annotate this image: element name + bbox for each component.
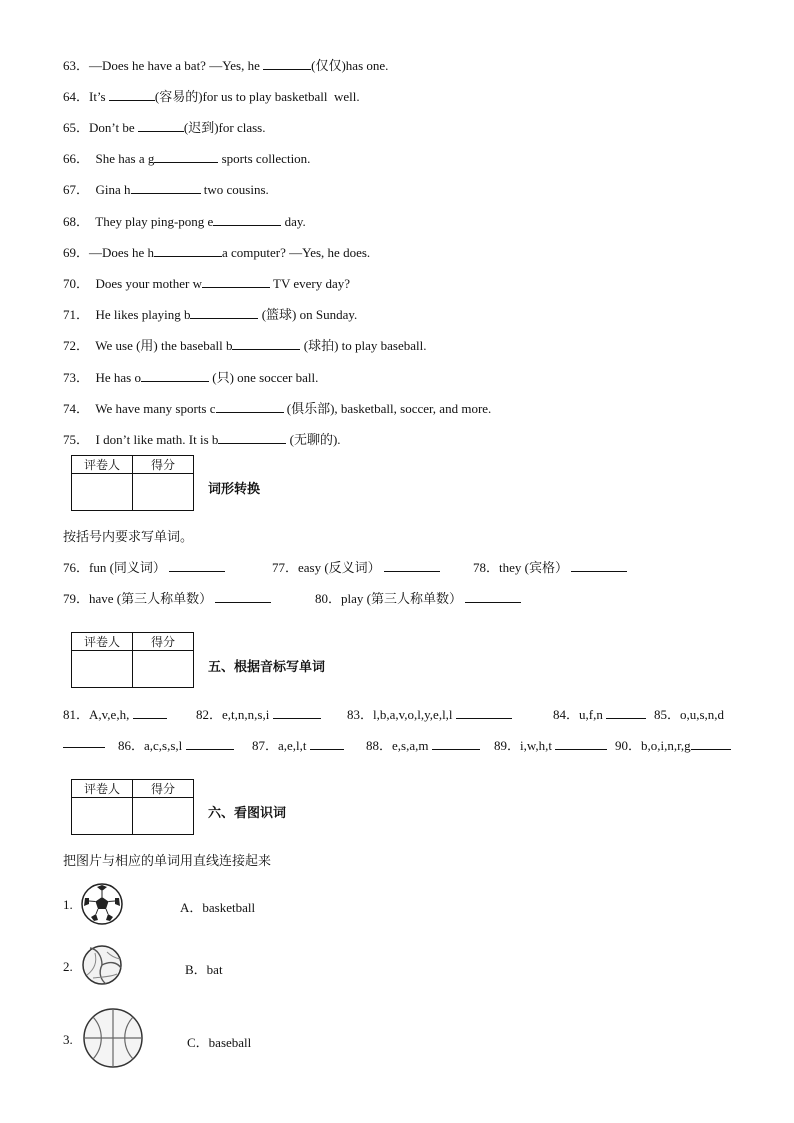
answer-blank[interactable] — [138, 119, 184, 132]
question-87: 87．a,e,l,t — [252, 735, 344, 754]
answer-blank[interactable] — [154, 244, 222, 257]
answer-blank[interactable] — [384, 559, 440, 572]
answer-blank[interactable] — [456, 706, 512, 719]
score-table — [71, 779, 194, 835]
question-79: 79．have (第三人称单数） — [63, 588, 271, 607]
question-82: 82．e,t,n,n,s,i — [196, 704, 321, 723]
answer-blank[interactable] — [169, 559, 225, 572]
question-78: 78．they (宾格） — [473, 557, 627, 576]
option-a[interactable]: A．basketball — [180, 900, 256, 915]
question-65: 65．Don’t be (迟到)for class. — [63, 120, 266, 135]
answer-blank[interactable] — [310, 737, 344, 750]
question-81: 81．A,v,e,h, — [63, 704, 167, 723]
grader-cell[interactable] — [72, 798, 133, 835]
item-number: 1. — [63, 897, 73, 912]
answer-blank[interactable] — [190, 306, 258, 319]
section-instruction: 把图片与相应的单词用直线连接起来 — [63, 854, 272, 869]
score-table — [71, 455, 194, 511]
score-cell[interactable] — [133, 651, 194, 688]
score-table — [71, 632, 194, 688]
answer-blank[interactable] — [263, 57, 311, 70]
question-67: 67． Gina h two cousins. — [63, 182, 269, 197]
question-75: 75． I don’t like math. It is b (无聊的). — [63, 432, 341, 447]
question-66: 66． She has a g sports collection. — [63, 151, 311, 166]
answer-blank[interactable] — [154, 150, 218, 163]
score-cell[interactable] — [133, 474, 194, 511]
question-71: 71． He likes playing b (篮球) on Sunday. — [63, 307, 358, 322]
item-number: 3. — [63, 1032, 73, 1047]
question-76: 76．fun (同义词） — [63, 557, 225, 576]
answer-blank[interactable] — [131, 181, 201, 194]
question-89: 89．i,w,h,t — [494, 735, 607, 754]
answer-blank[interactable] — [213, 213, 281, 226]
answer-blank[interactable] — [63, 735, 105, 748]
answer-blank[interactable] — [273, 706, 321, 719]
question-90: 90．b,o,i,n,r,g — [615, 735, 731, 754]
question-74: 74． We have many sports c (俱乐部), basketball, soccer, and more. — [63, 401, 492, 416]
question-86: 86．a,c,s,s,l — [118, 735, 234, 754]
answer-blank[interactable] — [606, 706, 646, 719]
question-69: 69．—Does he h a computer? —Yes, he does. — [63, 245, 371, 260]
score-cell[interactable] — [133, 798, 194, 835]
question-72: 72． We use (用) the baseball b (球拍) to play baseball. — [63, 338, 427, 353]
answer-blank[interactable] — [215, 590, 271, 603]
answer-blank[interactable] — [432, 737, 480, 750]
answer-blank[interactable] — [218, 431, 286, 444]
answer-blank[interactable] — [691, 737, 731, 750]
section-title: 词形转换 — [208, 482, 261, 497]
question-73: 73． He has o (只) one soccer ball. — [63, 370, 319, 385]
question-80: 80．play (第三人称单数） — [315, 588, 521, 607]
question-88: 88．e,s,a,m — [366, 735, 480, 754]
question-85-answer — [63, 735, 105, 752]
volleyball-icon[interactable] — [81, 944, 123, 986]
basketball-icon[interactable] — [82, 1007, 144, 1069]
question-84: 84．u,f,n — [553, 704, 646, 723]
answer-blank[interactable] — [109, 88, 155, 101]
answer-blank[interactable] — [186, 737, 234, 750]
grader-header: 评卷人 — [72, 633, 133, 651]
score-header: 得分 — [133, 456, 194, 474]
option-b[interactable]: B．bat — [185, 962, 223, 977]
answer-blank[interactable] — [141, 369, 209, 382]
option-c[interactable]: C．baseball — [187, 1035, 252, 1050]
answer-blank[interactable] — [202, 275, 270, 288]
soccer-ball-icon[interactable] — [80, 882, 124, 926]
question-68: 68． They play ping-pong e day. — [63, 214, 306, 229]
question-83: 83．l,b,a,v,o,l,y,e,l,l — [347, 704, 512, 723]
question-70: 70． Does your mother w TV every day? — [63, 276, 351, 291]
score-header: 得分 — [133, 633, 194, 651]
section-title: 六、看图识词 — [208, 806, 287, 821]
question-63: 63．—Does he have a bat? —Yes, he (仅仅)has one. — [63, 58, 389, 73]
answer-blank[interactable] — [555, 737, 607, 750]
score-header: 得分 — [133, 780, 194, 798]
section-title: 五、根据音标写单词 — [208, 660, 326, 675]
answer-blank[interactable] — [465, 590, 521, 603]
question-64: 64．It’s (容易的)for us to play basketball well. — [63, 89, 360, 104]
answer-blank[interactable] — [133, 706, 167, 719]
question-85: 85．o,u,s,n,d — [654, 707, 725, 722]
grader-header: 评卷人 — [72, 780, 133, 798]
grader-header: 评卷人 — [72, 456, 133, 474]
grader-cell[interactable] — [72, 474, 133, 511]
answer-blank[interactable] — [216, 400, 284, 413]
question-77: 77．easy (反义词） — [272, 557, 440, 576]
answer-blank[interactable] — [232, 337, 300, 350]
grader-cell[interactable] — [72, 651, 133, 688]
item-number: 2. — [63, 959, 73, 974]
answer-blank[interactable] — [571, 559, 627, 572]
section-instruction: 按括号内要求写单词。 — [63, 530, 194, 545]
